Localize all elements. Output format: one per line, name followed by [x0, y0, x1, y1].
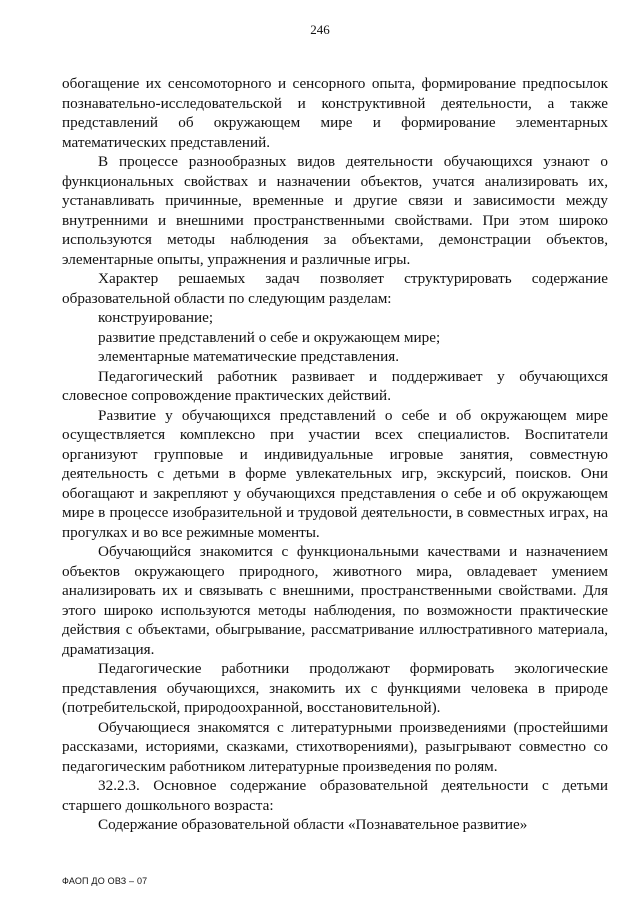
document-body [62, 74, 608, 835]
list-item: элементарные математические представления. [98, 348, 400, 365]
list-item: развитие представлений о себе и окружающем мире; [98, 328, 441, 346]
paragraph: Обучающиеся знакомятся с литературными произведениями (простейшими рассказами, историями, сказками, стихотворениями), разыгрывают совместно со педагогическим работником литературные произведения по ролям. [62, 718, 608, 775]
paragraph: обогащение их сенсомоторного и сенсорного опыта, формирование предпосылок познавательно-исследовательской и конструктивной деятельности, а также представлений об окружающем мире и формирование элементарных математических представлений. [62, 75, 608, 151]
section-heading: 32.2.3. Основное содержание образовательной деятельности с детьми старшего дошкольного возраста: [62, 777, 608, 814]
paragraph: Содержание образовательной области «Познавательное развитие» [98, 816, 528, 833]
paragraph: Развитие у обучающихся представлений о себе и об окружающем мире осуществляется комплексно при участии всех специалистов. Воспитатели организуют групповые и индивидуальные игровые занятия, совместную деятельность с детьми в форме увлекательных игр, экскурсий, поисков. Они обогащают и закрепляют у обучающихся представления о себе и об окружающем мире в процессе изобразительной и трудовой деятельности, в совместных играх, на прогулках и во все режимные моменты. [62, 406, 608, 541]
paragraph: Педагогический работник развивает и поддерживает у обучающихся словесное сопровождение практических действий. [62, 367, 608, 404]
footer-doc-code: ФАОП ДО ОВЗ – 07 [62, 876, 148, 886]
paragraph: В процессе разнообразных видов деятельности обучающихся узнают о функциональных свойствах и назначении объектов, учатся анализировать их, устанавливать причинные, временные и другие связи и зависимости между внутренними и внешними пространственными свойствами. При этом широко используются методы наблюдения за объектами, демонстрации объектов, элементарные опыты, упражнения и различные игры. [62, 153, 608, 268]
page-number: 246 [310, 22, 330, 37]
list-item: конструирование; [98, 309, 214, 326]
paragraph: Обучающийся знакомится с функциональными качествами и назначением объектов окружающего природного, животного мира, овладевает умением анализировать их и связывать с внешними, пространственными свойствами. Для этого широко используются методы наблюдения, по возможности практические действия с объектами, обыгрывание, рассматривание иллюстративного материала, драматизация. [62, 543, 608, 658]
paragraph: Характер решаемых задач позволяет структурировать содержание образовательной области по следующим разделам: [62, 270, 608, 307]
paragraph: Педагогические работники продолжают формировать экологические представления обучающихся, знакомить их с функциями человека в природе (потребительской, природоохранной, восстановительной). [62, 660, 608, 716]
